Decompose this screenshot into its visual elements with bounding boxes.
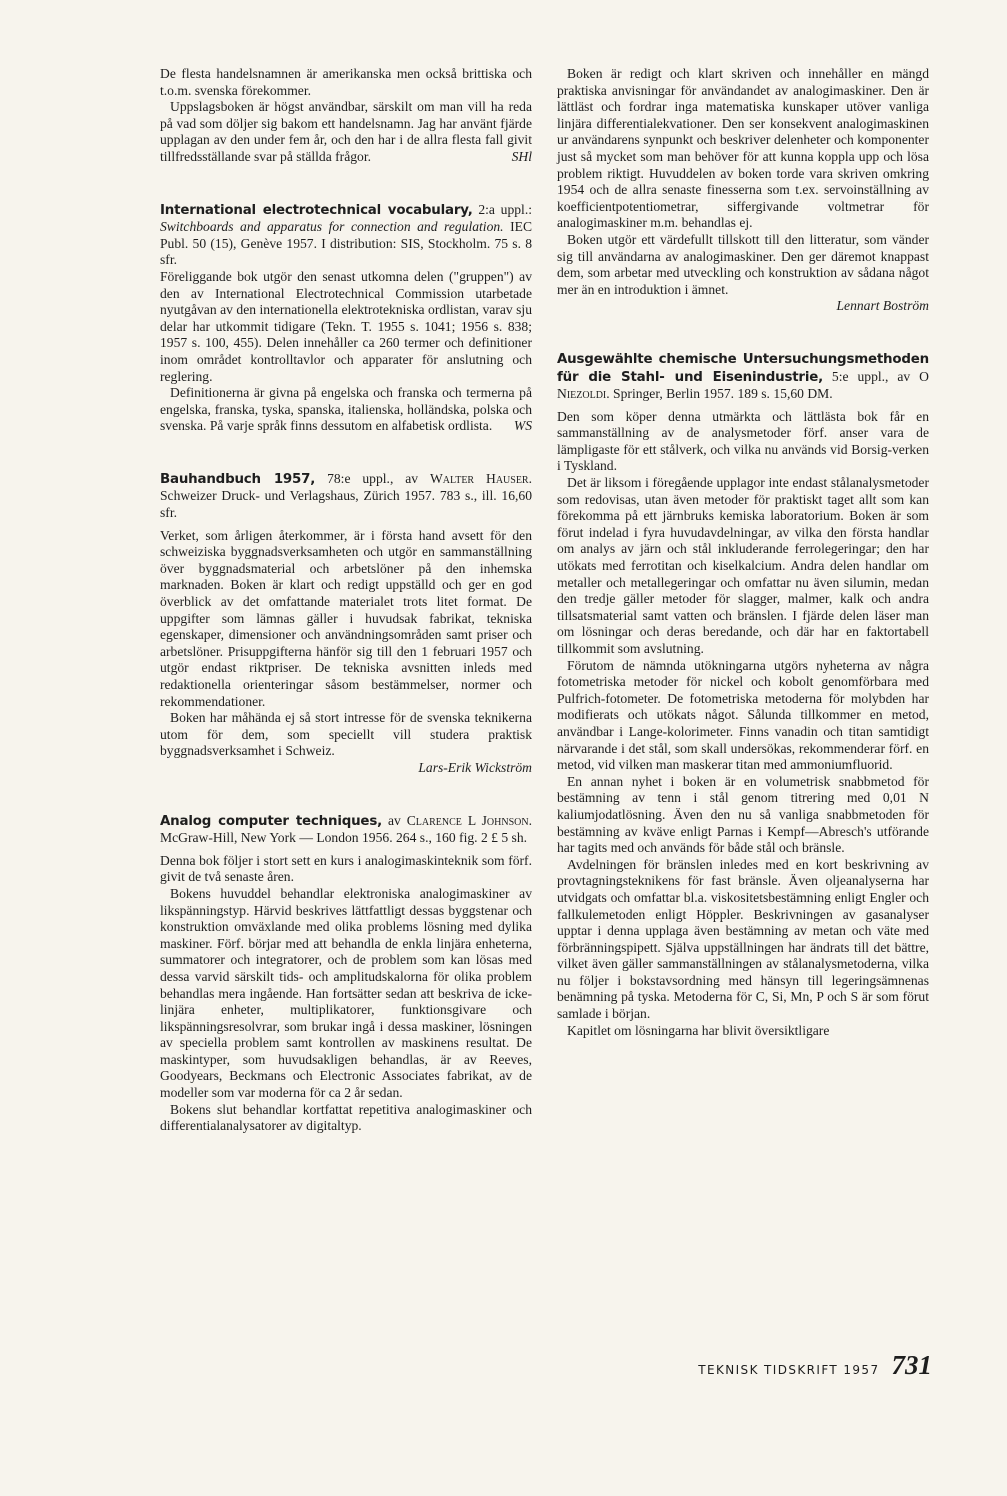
- paragraph: En annan nyhet i boken är en volumetrisk snabbmetod för bestämning av tenn i stål genom titrering med 0,01 N kaliumjodatlösning. Även den nu så vanliga snabbmetoden för bestämning av kväve enligt Parnas i Kempf—Abresch's utförande har tagits med och används för både stål och bränsle.: [557, 773, 929, 856]
- page-footer: [672, 1350, 932, 1390]
- book-title: Analog computer techniques,: [160, 813, 382, 829]
- review-analog: [160, 813, 532, 1135]
- book-details: Springer, Berlin 1957. 189 s. 15,60 DM.: [609, 386, 833, 402]
- paragraph: Boken utgör ett värdefullt tillskott till den litteratur, som vänder sig till användarna av analogimaskiner. Den ger däremot knappast dem, som arbetar med utveckling och konstruktion av sådana något mer än en introduktion i ämnet.: [557, 231, 929, 297]
- paragraph: De flesta handelsnamnen är amerikanska men också brittiska och t.o.m. svenska förekommer.: [160, 66, 532, 98]
- signature: SHl: [511, 148, 532, 164]
- analog-review-continued: [557, 66, 929, 315]
- book-subtitle: Switchboards and apparatus for connection and regulation.: [160, 219, 504, 235]
- review-heading: Bauhandbuch 1957, 78:e uppl., av Walter Hauser. Schweizer Druck- und Verlagshaus, Zürich 1957. 783 s., ill. 16,60 sfr.: [160, 470, 532, 521]
- review-bauhandbuch: [160, 471, 532, 777]
- paragraph: Verket, som årligen återkommer, är i första hand avsett för den schweiziska byggnadsverksamheten och utgör en sammanställning över byggnadsmaterial och arbetslöner på den inhemska marknaden. Boken är klart och redigt uppställd och ger en god överblick av det omfattande materialet trots litet format. De uppgifter som lämnas gäller i huvudsak fabrikat, tekniska egenskaper, dimensioner och användningsområden samt priser och arbetslöner. Prisuppgifterna hänför sig till den 1 februari 1957 och utgör endast riktpriser. De tekniska avsnitten inleds med redaktionella orienteringar såsom bestämmelser, normer och rekommendationer.: [160, 527, 532, 709]
- paragraph: Bokens huvuddel behandlar elektroniska analogimaskiner av likspänningstyp. Härvid beskrives lättfattligt dessas byggstenar och konstruktion omväxlande med olika problems lösning med dylika maskiner. Förf. börjar med att behandla de enkla linjära enheterna, summatorer och integratorer, och de problem som kan lösas med dessa varvid särskilt tids- och amplitudskalorna för olika problem behandlas mera ingående. Han fortsätter sedan att beskriva de icke-linjära enheter, multiplikatorer, funktionsgivare och likspänningsresolvrar, som brukar ingå i dessa maskiner, lösningen av speciella problem samt kontrollen av maskinens resultat. De maskintyper, som huvudsakligen behandlas, är av Reeves, Goodyears, Beckmans och Electronic Associates fabrikat, av de modeller som var moderna för ca 2 år sedan.: [160, 885, 532, 1101]
- review-heading: Analog computer techniques, av Clarence L Johnson. McGraw-Hill, New York — London 1956. 264 s., 160 fig. 2 £ 5 sh.: [160, 812, 532, 846]
- book-details: McGraw-Hill, New York — London 1956. 264 s., 160 fig. 2 £ 5 sh.: [160, 830, 528, 846]
- paragraph: Boken är redigt och klart skriven och innehåller en mängd praktiska anvisningar för användandet av analogimaskiner. Den är lättläst och fordrar inga matematiska kunskaper utöver vanliga linjära differentialekvationer. Den ser konsekvent analogimaskinen ur användarens synpunkt och beskriver delenheter och komponenter just så mycket som man behöver för att kunna koppla upp och lösa problem riktigt. Huvuddelen av boken torde vara skriven omkring 1954 och de allra senaste finesserna som t.ex. servoinställning av koefficientpotentiometrar, siffergivande voltmetrar för analogimaskiner m.m. behandlas ej.: [557, 66, 929, 231]
- book-author: Clarence L Johnson.: [406, 812, 532, 828]
- paragraph: Den som köper denna utmärkta och lättlästa bok får en sammanställning av de analysmetoder förf. anser vara de lämpligaste för ett stålverk, och vilka nu används vid Borsig-verken i Tyskland.: [557, 408, 929, 474]
- book-details: Schweizer Druck- und Verlagshaus, Zürich 1957. 783 s., ill. 16,60 sfr.: [160, 488, 532, 521]
- book-author: Niezoldi.: [557, 386, 610, 402]
- review-heading: International electrotechnical vocabulary, 2:a uppl.: Switchboards and apparatus for connection and regulation. IEC Publ. 50 (15), Genève 1957. I distribution: SIS, Stockholm. 75 s. 8 sfr.: [160, 201, 533, 268]
- paragraph: Bokens slut behandlar kortfattat repetitiva analogimaskiner och differentialanalysatorer av digitaltyp.: [160, 1101, 532, 1134]
- left-column: [160, 66, 532, 1135]
- book-details: IEC Publ. 50 (15), Genève 1957. I distribution: SIS, Stockholm. 75 s. 8 sfr.: [160, 219, 533, 268]
- paragraph: Föreliggande bok utgör den senast utkomna delen ("gruppen") av den av International Electrotechnical Commission utarbetade nyutgåvan av den internationella elektrotekniska ordlistan, varav sju delar har utkommit tidigare (Tekn. T. 1955 s. 1041; 1956 s. 838; 1957 s. 100, 455). Delen innehåller ca 260 termer och definitioner inom området kontrolltavlor och apparater för anslutning och reglering.: [160, 268, 532, 384]
- review-stahl: [557, 351, 929, 1039]
- signature: Lennart Boström: [836, 298, 929, 314]
- review-vocabulary: [160, 202, 532, 435]
- paragraph: Uppslagsboken är högst användbar, särskilt om man vill ha reda på vad som döljer sig bakom ett handelsnamn. Jag har använt fjärde upplagan av den under fem år, och den har i de allra flesta fall givit tillfredsställande svar på ställda frågor. SHl: [160, 99, 532, 164]
- intro-section: [160, 66, 532, 166]
- book-title: Bauhandbuch 1957,: [160, 471, 316, 487]
- paragraph: Kapitlet om lösningarna har blivit översiktligare: [567, 1022, 830, 1038]
- paragraph: Denna bok följer i stort sett en kurs i analogimaskinteknik som förf. givit de två senaste åren.: [160, 852, 532, 885]
- paragraph: Förutom de nämnda utökningarna utgörs nyheterna av några fotometriska metoder för nickel och kobolt genomförbara med Pulfrich-fotometer. De fotometriska metoderna för molybden har modifierats och utökats något. Sålunda tillkommer en metod, användbar i Lange-kolorimeter. Finns vanadin och titan samtidigt närvarande i det stål, som skall undersökas, rekommenderar förf. en metod, vid vilken man maskerar titan med ammoniumfluorid.: [557, 657, 929, 773]
- paragraph: Avdelningen för bränslen inledes med en kort beskrivning av provtagningsteknikens för fast bränsle. Även oljeanalyserna har utvidgats och omfattar bl.a. viskositetsbestämning enligt Engler och fallkulemetoden enligt Höppler. Beskrivningen av gasanalyser upptar i denna upplaga även bestämning av metan och väte med förbränningspipett. Själva uppställningen har ändrats till det bättre, vilket även gäller sammanställningen av stålanalysmetoderna, vilka nu följer i bokstavsordning med hänsyn till legeringsämnenas benämning på tyska. Metoderna för C, Si, Mn, P och S är som förut samlade i början.: [557, 856, 929, 1022]
- book-title: Ausgewählte chemische Untersuchungsmethoden für die Stahl- und Eisenindustrie,: [557, 351, 929, 385]
- signature: Lars-Erik Wickström: [418, 759, 532, 775]
- signature: WS: [513, 418, 532, 434]
- paragraph: Definitionerna är givna på engelska och franska och termerna på engelska, franska, tyska, spanska, italienska, holländska, polska och svenska. På varje språk finns dessutom en alfabetisk ordlista. WS: [160, 385, 532, 434]
- paragraph: Det är liksom i föregående upplagor inte endast stålanalysmetoder som redovisas, utan även metoder för praktiskt taget allt som kan förekomma på ett järnbruks kemiska laboratorium. Boken är som förut indelad i fyra huvudavdelningar, av vilka den första handlar om analys av järn och stål inkluderande ferrolegeringar; den har utökats med ferrotitan och kiselkalcium. Andra delen handlar om metaller och metallegeringar och omfattar nu även silumin, medan den tredje gäller metoder för slagger, malmer, kalk och andra tillsatsmaterial samt vatten och bränslen. I fjärde delen läser man om lösningar och deras beredande, och där har en faktortabell tillkommit som avslutning.: [557, 475, 929, 656]
- book-author: Walter Hauser.: [429, 470, 532, 486]
- paragraph: Boken har måhända ej så stort intresse för de svenska teknikerna utom för dem, som speciellt vill studera praktisk byggnadsverksamhet i Schweiz.: [160, 710, 532, 759]
- book-title: International electrotechnical vocabulary,: [160, 202, 473, 218]
- review-heading: Ausgewählte chemische Untersuchungsmethoden für die Stahl- und Eisenindustrie, 5:e uppl., av O Niezoldi. Springer, Berlin 1957. 189 s. 15,60 DM.: [557, 351, 929, 402]
- right-column: [557, 66, 929, 1039]
- journal-name: TEKNISK TIDSKRIFT 1957: [698, 1363, 880, 1377]
- page-number: 731: [891, 1350, 932, 1380]
